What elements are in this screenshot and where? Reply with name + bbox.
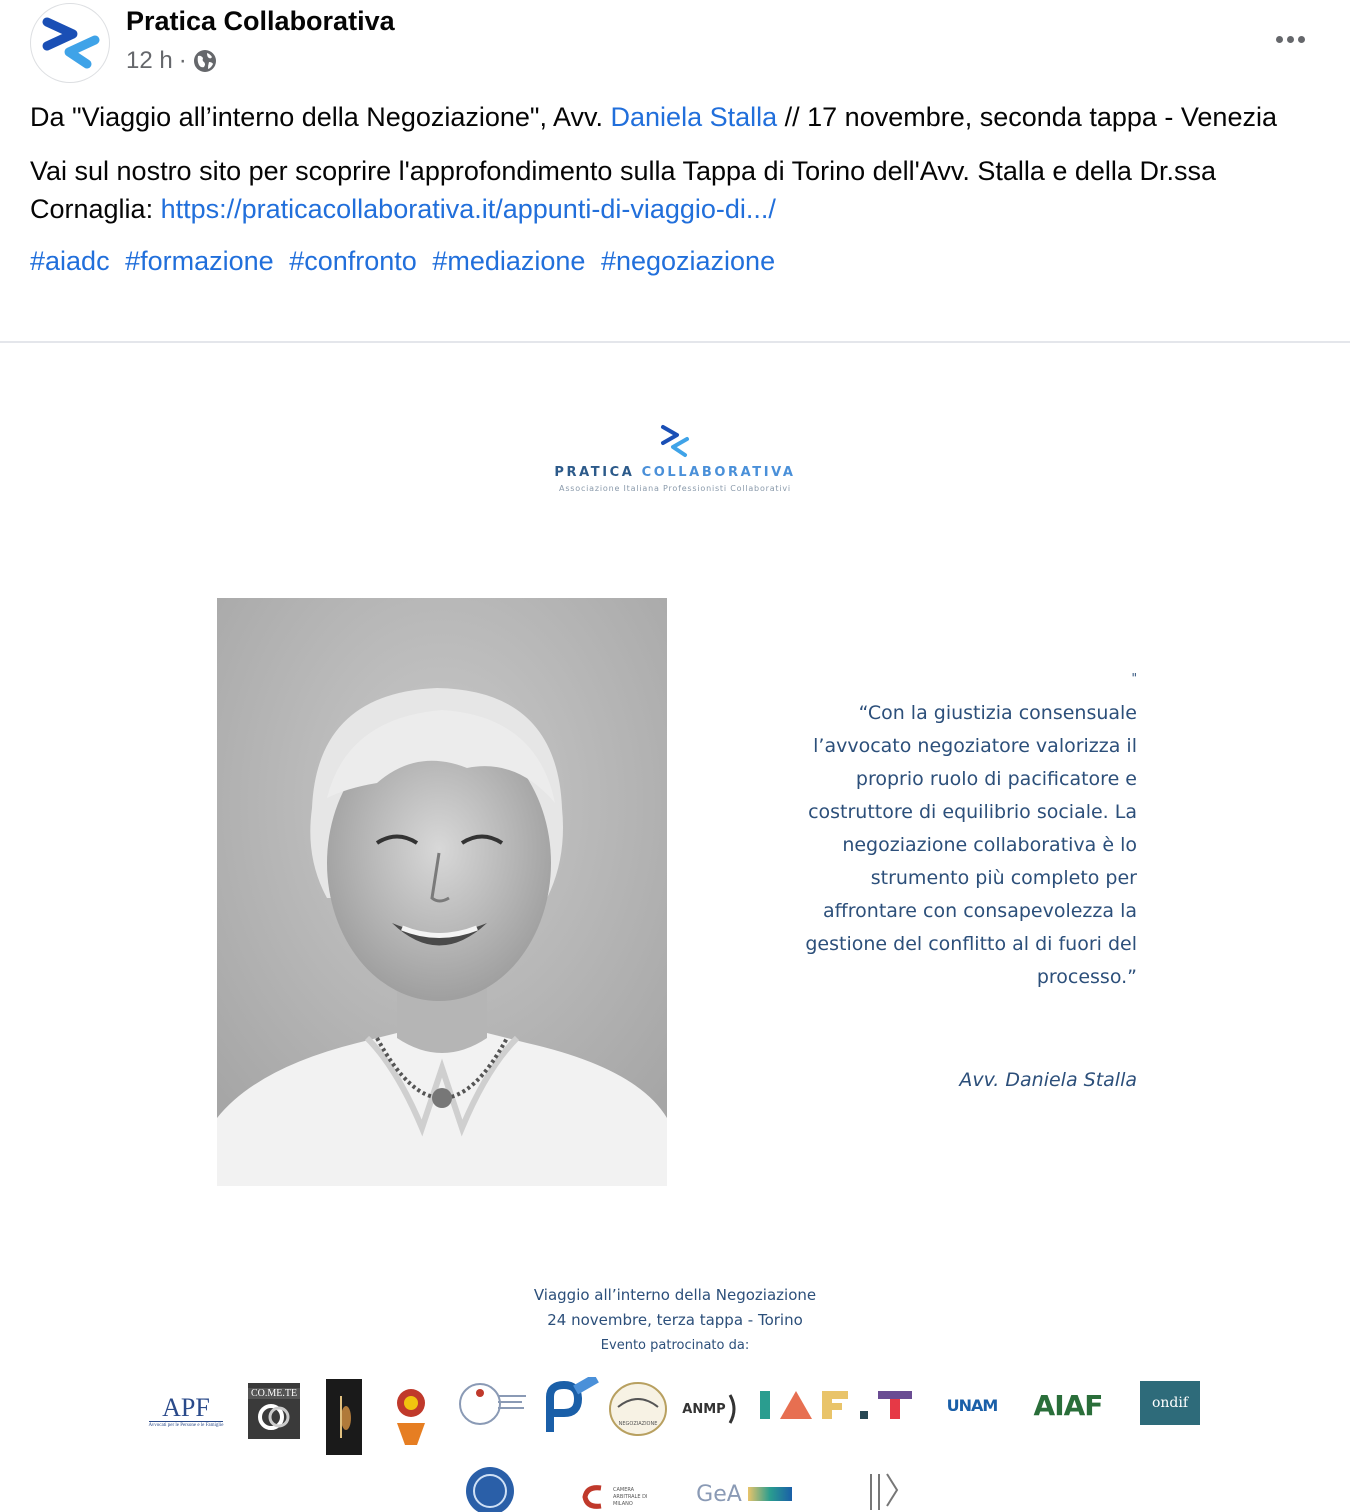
article-link[interactable]: https://praticacollaborativa.it/appunti-di-viaggio-di.../ <box>160 194 776 224</box>
hashtag-negoziazione[interactable]: #negoziazione <box>600 246 776 276</box>
more-dot-icon <box>1298 36 1305 43</box>
gea-logo: GeA <box>684 1477 804 1511</box>
consulenti-icon <box>863 1470 903 1512</box>
anmp-logo <box>678 1385 738 1433</box>
quote-line: strumento più completo per <box>870 867 1137 889</box>
avvocati-icon <box>608 1381 668 1437</box>
ordine-icon <box>458 1379 528 1429</box>
quote-line: costruttore di equilibrio sociale. La <box>808 801 1137 823</box>
hashtags <box>30 242 1330 280</box>
quote-block <box>700 671 1137 994</box>
portrait-photo <box>217 598 667 1186</box>
brand-logo-icon <box>655 423 695 459</box>
post-paragraph-2: Vai sul nostro sito per scoprire l'approfondimento sulla Tappa di Torino dell'Avv. Stalla e della Dr.ssa Cornaglia: https://praticacollaborativa.it/appunti-di-viaggio-di.../ <box>30 156 1216 224</box>
brand-logo <box>0 423 1350 493</box>
post-image[interactable] <box>0 343 1350 1512</box>
page-name[interactable]: Pratica Collaborativa <box>126 6 395 36</box>
aiaf-logo: AIAF <box>1033 1388 1103 1422</box>
consulenti-lavoro-logo <box>848 1467 918 1512</box>
event-date: 24 novembre, terza tappa - Torino <box>547 1311 803 1329</box>
quote-line: negoziazione collaborativa è lo <box>842 834 1137 856</box>
brand-subtitle: Associazione Italiana Professionisti Collaborativi <box>559 484 791 493</box>
post-header <box>0 0 1350 96</box>
page-avatar[interactable] <box>30 3 110 83</box>
quote-line: l’avvocato negoziatore valorizza il <box>813 735 1137 757</box>
quote-line: processo.” <box>1036 966 1137 988</box>
svg-text:ANMP: ANMP <box>682 1402 726 1417</box>
post-paragraph-1: Da "Viaggio all’interno della Negoziazione", Avv. Daniela Stalla // 17 novembre, seconda tappa - Venezia <box>30 102 1277 132</box>
event-title: Viaggio all’interno della Negoziazione <box>533 1286 817 1304</box>
globe-icon <box>193 49 217 73</box>
post-time[interactable]: 12 h <box>126 47 173 74</box>
post-meta <box>126 47 217 75</box>
event-info <box>0 1283 1350 1358</box>
iaf-icon <box>758 1387 918 1423</box>
quote-line: “Con la giustizia consensuale <box>858 702 1137 724</box>
hashtag-confronto[interactable]: #confronto <box>289 246 417 276</box>
more-dot-icon <box>1276 36 1283 43</box>
portrait-illustration <box>217 598 667 1186</box>
circle-seal-logo <box>464 1465 516 1512</box>
quote-mark: " <box>1131 671 1137 685</box>
camera-arbitrale-logo: CAMERA ARBITRALE DI MILANO <box>574 1479 658 1512</box>
svg-text:NEGOZIAZIONE: NEGOZIAZIONE <box>618 1421 658 1427</box>
quote-line: proprio ruolo di pacificatore e <box>855 768 1137 790</box>
more-options-button[interactable] <box>1268 24 1312 54</box>
camera-icon <box>579 1482 609 1512</box>
quote-author: Avv. Daniela Stalla <box>959 1069 1137 1091</box>
brand-name: PRATICA COLLABORATIVA <box>554 465 796 480</box>
hashtag-aiadc[interactable]: #aiadc <box>30 246 110 276</box>
avvocati-logo <box>608 1381 668 1437</box>
anmp-icon <box>678 1385 738 1433</box>
fondazione-logo <box>326 1379 362 1455</box>
more-dot-icon <box>1287 36 1294 43</box>
hashtag-formazione[interactable]: #formazione <box>125 246 274 276</box>
fondazione-icon <box>334 1392 354 1442</box>
page-logo-icon <box>31 4 110 83</box>
post-text <box>30 98 1330 296</box>
comete-logo: CO.ME.TE <box>248 1383 300 1439</box>
apf-logo: APF Avvocati per le Persone e le Famiglie <box>148 1392 224 1428</box>
iaf-logo <box>758 1387 918 1423</box>
mention-daniela-stalla[interactable]: Daniela Stalla <box>610 102 778 132</box>
quote-line: affrontare con consapevolezza la <box>823 900 1137 922</box>
hashtag-mediazione[interactable]: #mediazione <box>432 246 586 276</box>
psicologia-logo <box>540 1377 600 1437</box>
ordine-logo <box>458 1379 528 1429</box>
unam-logo: UNAM <box>946 1395 998 1415</box>
comete-icon <box>256 1399 292 1435</box>
figure-logo <box>386 1381 436 1451</box>
figure-icon <box>387 1383 435 1449</box>
sponsor-logos <box>0 1373 1350 1507</box>
ondif-logo: ondif <box>1140 1381 1200 1425</box>
meta-separator: · <box>178 47 187 74</box>
psicologia-icon <box>540 1377 600 1437</box>
seal-icon <box>464 1465 516 1512</box>
quote-line: gestione del conflitto al di fuori del <box>805 933 1137 955</box>
event-sponsor-label: Evento patrocinato da: <box>600 1338 750 1353</box>
